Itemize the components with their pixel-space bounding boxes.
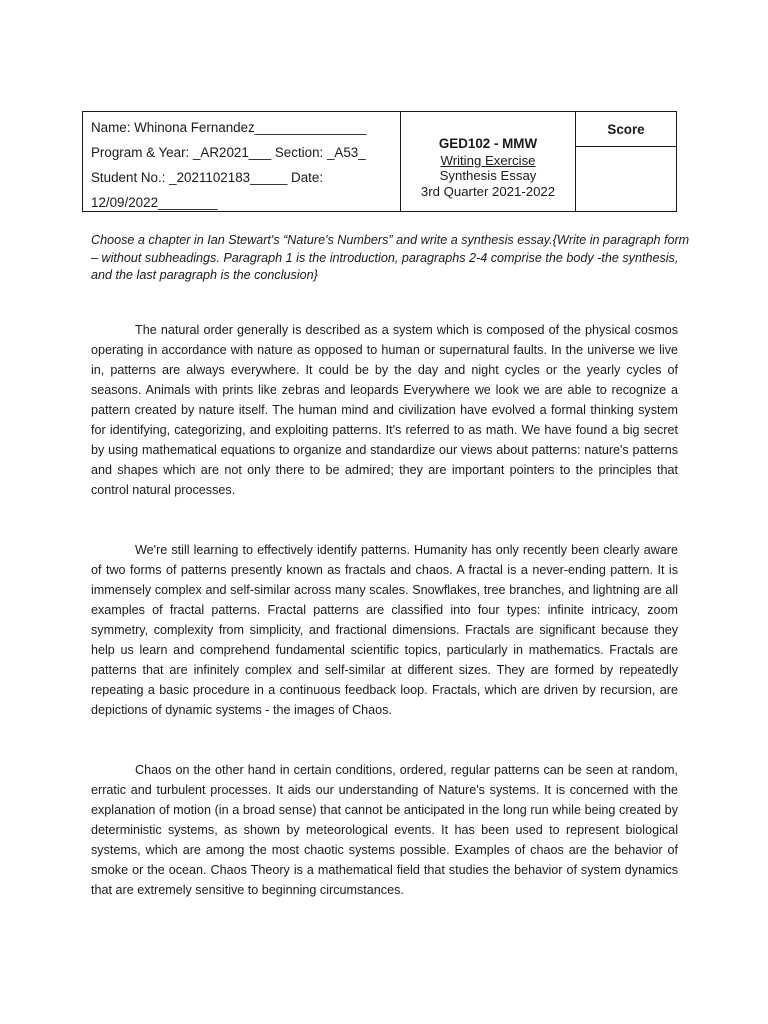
exercise-title: Writing Exercise [440, 152, 536, 168]
student-number-line: Student No.: _2021102183_____ Date: [91, 170, 324, 185]
essay-instructions: Choose a chapter in Ian Stewart's “Nature's Numbers” and write a synthesis essay.{Write in paragraph form – without subheadings. Paragraph 1 is the introduction, paragraphs 2-4 comprise the body -the synthesis, and the last paragraph is the conclusion} [91, 233, 690, 283]
header-table [82, 111, 677, 212]
essay-type: Synthesis Essay [439, 168, 537, 183]
date-line: 12/09/2022________ [91, 195, 218, 210]
score-cell [576, 112, 676, 211]
score-value-box [576, 147, 676, 211]
term-label: 3rd Quarter 2021-2022 [420, 183, 556, 199]
name-line: Name: Whinona Fernandez_______________ [91, 120, 367, 135]
paragraph-fractals: We're still learning to effectively identify patterns. Humanity has only recently been clearly aware of two forms of patterns presently known as fractals and chaos. A fractal is a never-ending pattern. It is immensely complex and self-similar across many scales. Snowflakes, tree branches, and lightning are all examples of fractal patterns. Fractal patterns are classified into four types: infinite intricacy, zoom symmetry, complexity from simplicity, and fractional dimensions. Fractals are significant because they help us learn and comprehend fundamental scientific topics, particularly in mathematics. Fractals are patterns that are infinitely complex and self-similar at different sizes. They are formed by repeatedly repeating a basic procedure in a continuous feedback loop. Fractals, which are driven by recursion, are depictions of dynamic systems - the images of Chaos. [91, 543, 678, 717]
score-label: Score [576, 112, 676, 147]
paragraph-chaos: Chaos on the other hand in certain conditions, ordered, regular patterns can be seen at random, erratic and turbulent processes. It aids our understanding of Nature's systems. It is concerned with the explanation of motion (in a broad sense) that cannot be anticipated in the long run while being created by deterministic systems, as shown by meteorological events. It has been used to represent biological systems, which are among the most chaotic systems possible. Examples of chaos are the behavior of smoke or the ocean. Chaos Theory is a mathematical field that studies the behavior of system dynamics that are extremely sensitive to beginning circumstances. [91, 763, 678, 897]
paragraph-introduction: The natural order generally is described as a system which is composed of the physical cosmos operating in accordance with nature as opposed to human or supernatural faults. In the universe we live in, patterns are always everywhere. It could be by the day and night cycles or the yearly cycles of seasons. Animals with prints like zebras and leopards Everywhere we look we are able to recognize a pattern created by nature itself. The human mind and civilization have evolved a formal thinking system for identifying, categorizing, and exploiting patterns. It's referred to as math. We have found a big secret by using mathematical equations to organize and standardize our views about patterns: nature's patterns and shapes which are not only there to be admired; they are important pointers to the principles that control natural processes. [91, 323, 678, 497]
student-info-cell [83, 112, 401, 211]
course-code: GED102 - MMW [438, 136, 538, 151]
course-info-cell [401, 112, 576, 211]
program-line: Program & Year: _AR2021___ Section: _A53_ [91, 145, 366, 160]
